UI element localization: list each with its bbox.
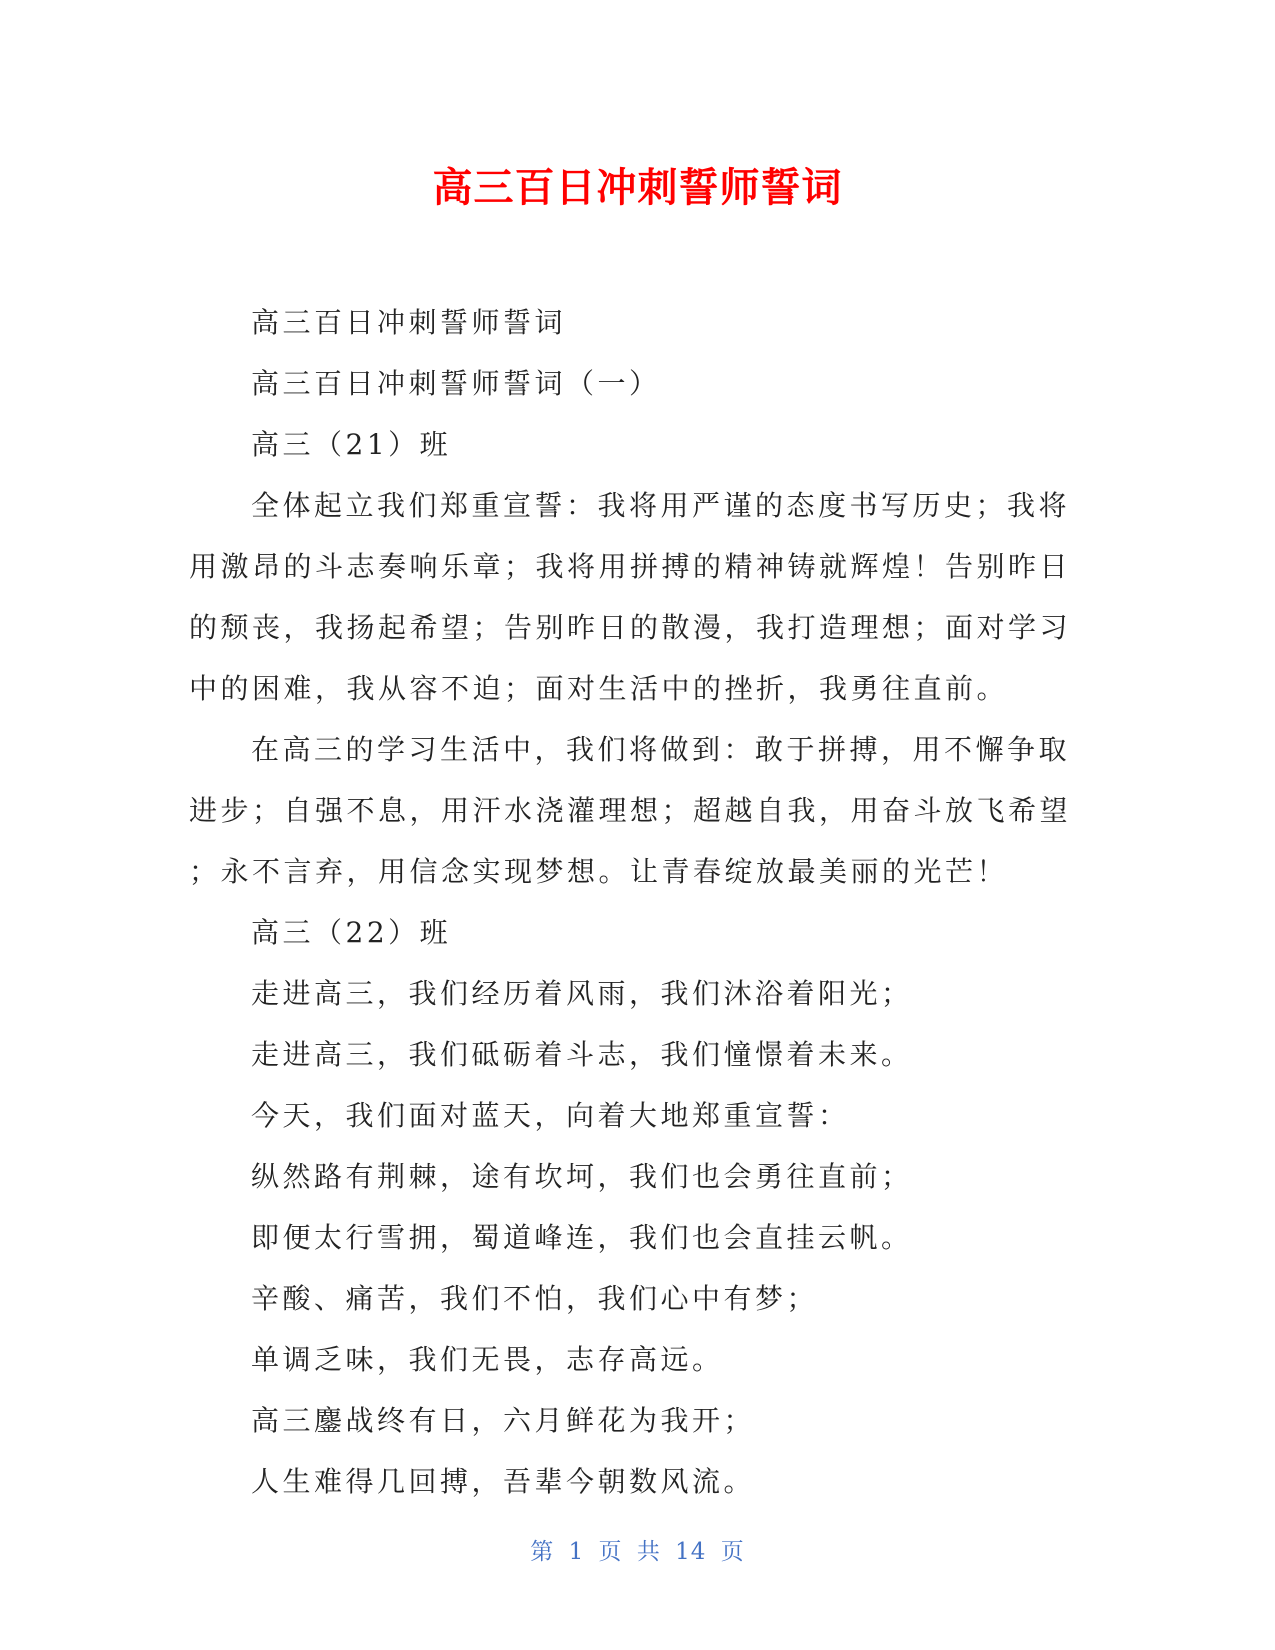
body-line: 即便太行雪拥，蜀道峰连，我们也会直挂云帆。 bbox=[251, 1221, 913, 1254]
body-line: 的颓丧，我扬起希望；告别昨日的散漫，我打造理想；面对学习 bbox=[189, 611, 1072, 644]
body-line: 今天，我们面对蓝天，向着大地郑重宣誓： bbox=[251, 1099, 850, 1132]
body-line: 高三百日冲刺誓师誓词 bbox=[251, 306, 567, 339]
body-line: 纵然路有荆棘，途有坎坷，我们也会勇往直前； bbox=[251, 1160, 913, 1193]
document-body bbox=[189, 292, 1072, 1512]
body-line: 走进高三，我们砥砺着斗志，我们憧憬着未来。 bbox=[251, 1038, 913, 1071]
body-line: 中的困难，我从容不迫；面对生活中的挫折，我勇往直前。 bbox=[189, 672, 1009, 705]
page-number-footer: 第 1 页 共 14 页 bbox=[530, 1539, 745, 1565]
body-line: 单调乏味，我们无畏，志存高远。 bbox=[251, 1343, 724, 1376]
body-line: ；永不言弃，用信念实现梦想。让青春绽放最美丽的光芒！ bbox=[189, 855, 1009, 888]
body-line: 全体起立我们郑重宣誓：我将用严谨的态度书写历史；我将 bbox=[251, 489, 1071, 522]
body-line: 在高三的学习生活中，我们将做到：敢于拼搏，用不懈争取 bbox=[251, 733, 1071, 766]
body-line: 走进高三，我们经历着风雨，我们沐浴着阳光； bbox=[251, 977, 913, 1010]
document-title: 高三百日冲刺誓师誓词 bbox=[432, 165, 843, 211]
body-line: 高三（21）班 bbox=[251, 428, 452, 461]
body-line: 高三（22）班 bbox=[251, 916, 452, 949]
body-line: 辛酸、痛苦，我们不怕，我们心中有梦； bbox=[251, 1282, 819, 1315]
body-line: 高三百日冲刺誓师誓词（一） bbox=[251, 367, 661, 400]
body-line: 用激昂的斗志奏响乐章；我将用拼搏的精神铸就辉煌！告别昨日 bbox=[189, 550, 1072, 583]
body-line: 高三鏖战终有日，六月鲜花为我开； bbox=[251, 1404, 756, 1437]
body-line: 进步；自强不息，用汗水浇灌理想；超越自我，用奋斗放飞希望 bbox=[189, 794, 1072, 827]
body-line: 人生难得几回搏，吾辈今朝数风流。 bbox=[251, 1465, 756, 1498]
